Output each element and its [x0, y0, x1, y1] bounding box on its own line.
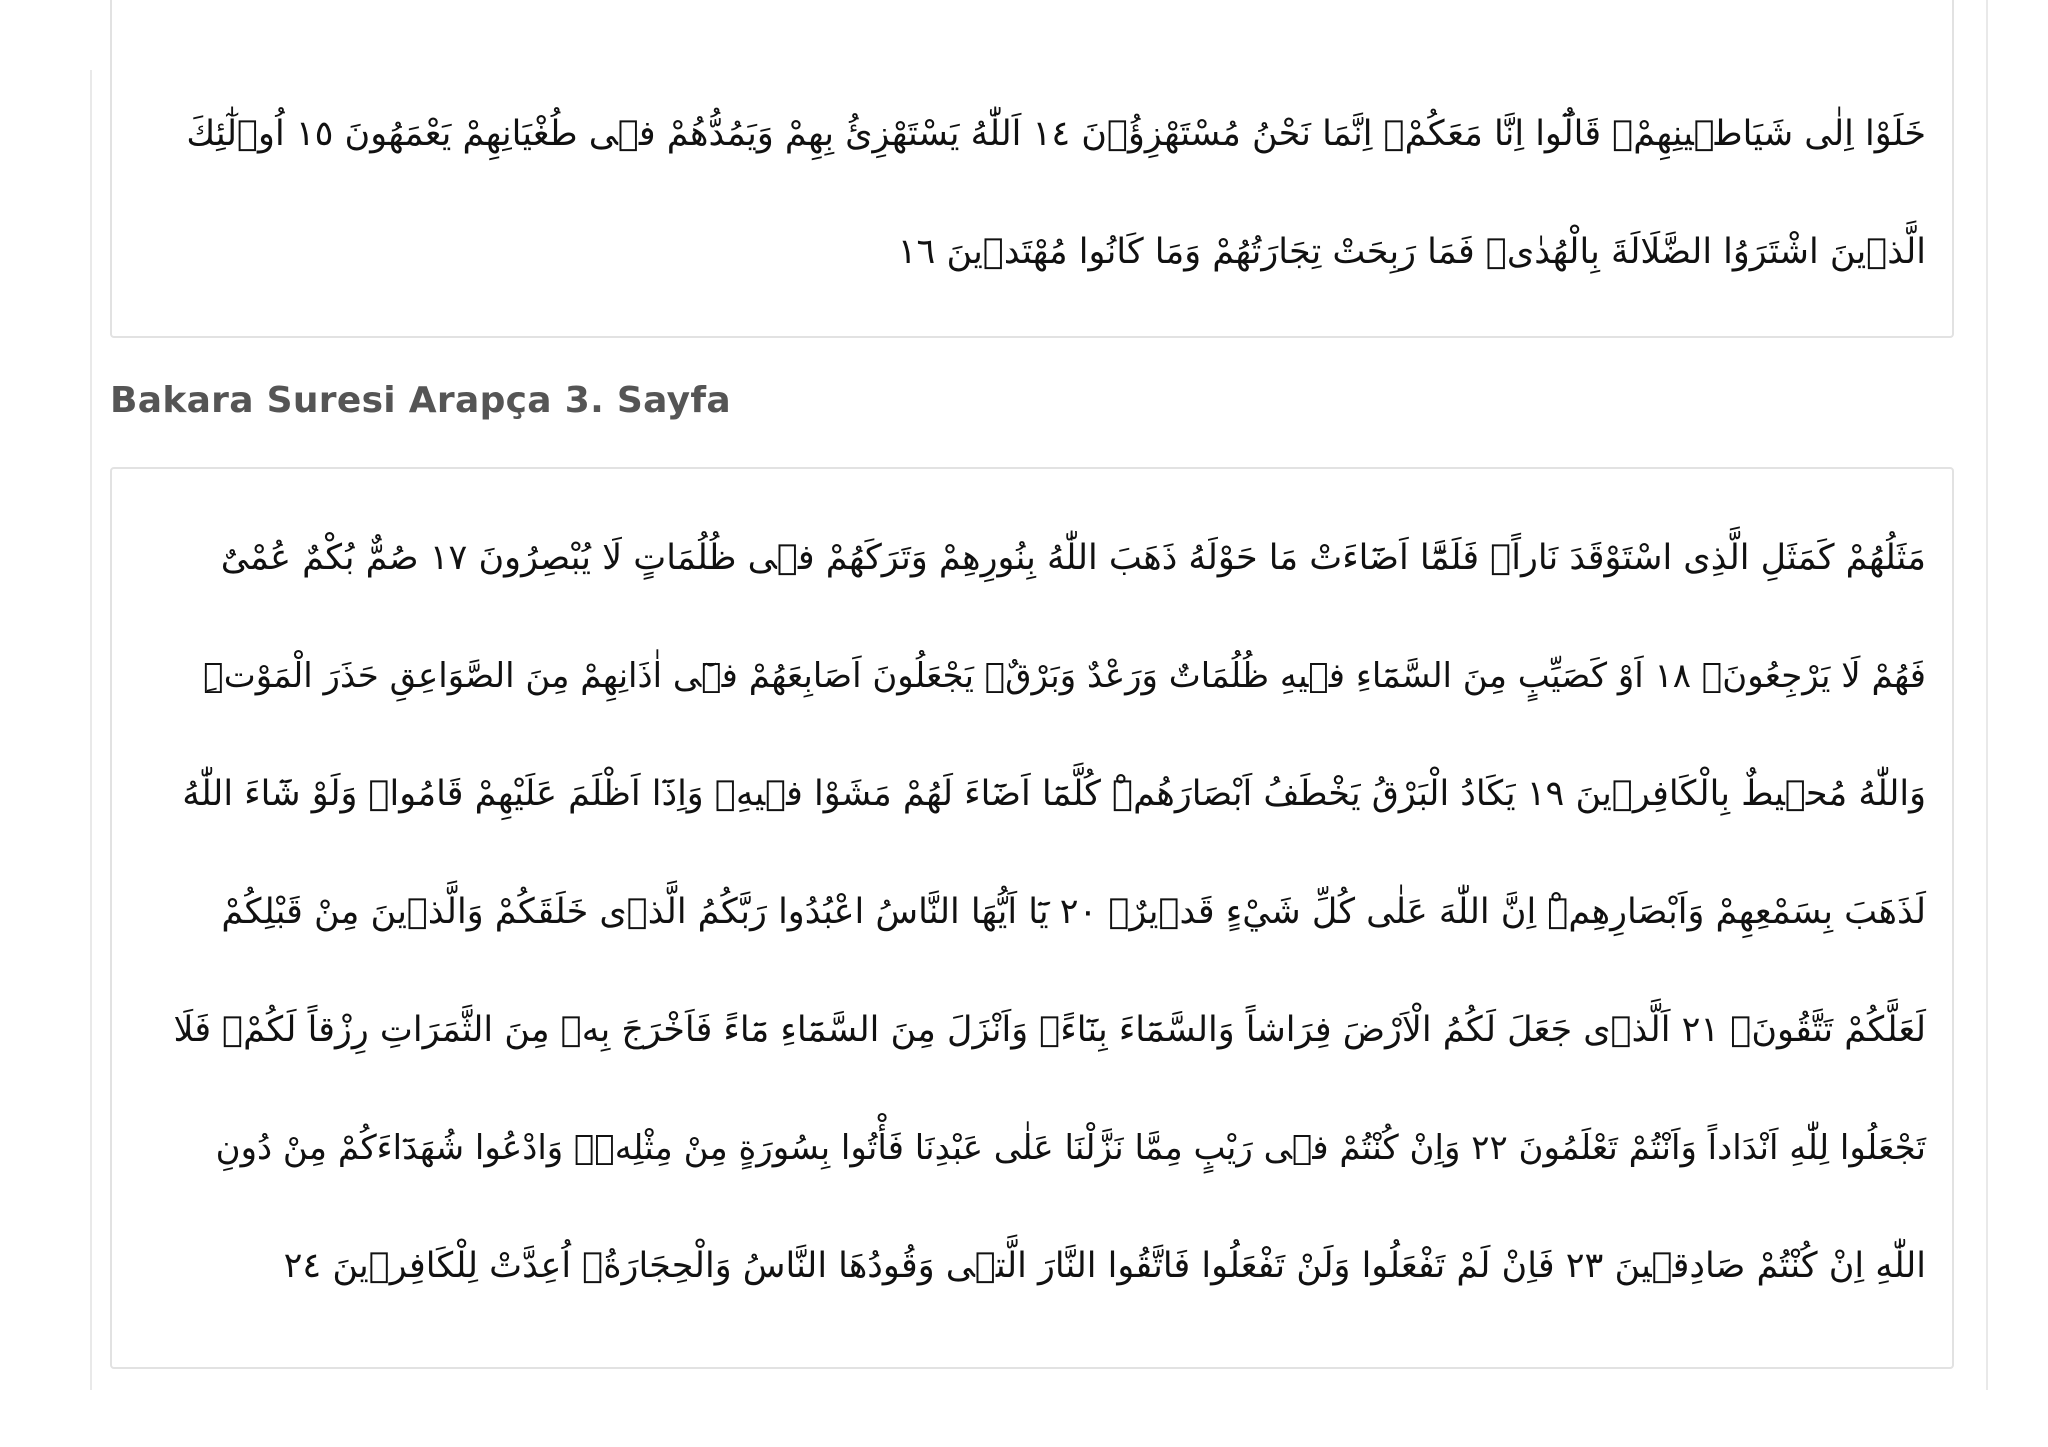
previous-page-line-2: الَّذٖينَ اشْتَرَوُا الضَّلَالَةَ بِالْهُدٰىۖ فَمَا رَبِحَتْ تِجَارَتُهُمْ وَمَا كَانُوا مُهْتَدٖينَ ١٦ [897, 232, 1926, 272]
content-left-border [90, 70, 92, 1390]
previous-page-line-1: خَلَوْا اِلٰى شَيَاطٖينِهِمْۙ قَالُٓوا اِنَّا مَعَكُمْۙ اِنَّمَا نَحْنُ مُسْتَهْزِؤُ۫نَ ١٤ اَللّٰهُ يَسْتَهْزِئُ بِهِمْ وَيَمُدُّهُمْ فٖى طُغْيَانِهِمْ يَعْمَهُونَ ١٥ اُو۬لٰٓئِكَ [186, 114, 1926, 154]
page-3-line-7: اللّٰهِ اِنْ كُنْتُمْ صَادِقٖينَ ٢٣ فَاِنْ لَمْ تَفْعَلُوا وَلَنْ تَفْعَلُوا فَاتَّقُوا النَّارَ الَّتٖى وَقُودُهَا النَّاسُ وَالْحِجَارَةُۚ اُعِدَّتْ لِلْكَافِرٖينَ ٢٤ [283, 1246, 1926, 1286]
content-right-border [1986, 0, 1988, 1390]
section-title: Bakara Suresi Arapça 3. Sayfa [110, 380, 731, 421]
page-3-line-1: مَثَلُهُمْ كَمَثَلِ الَّذِى اسْتَوْقَدَ نَاراًۚ فَلَمَّٓا اَضَٓاءَتْ مَا حَوْلَهُ ذَهَبَ اللّٰهُ بِنُورِهِمْ وَتَرَكَهُمْ فٖى ظُلُمَاتٍ لَا يُبْصِرُونَ ١٧ صُمٌّ بُكْمٌ عُمْىٌ [220, 538, 1926, 578]
page-3-line-6: تَجْعَلُوا لِلّٰهِ اَنْدَاداً وَاَنْتُمْ تَعْلَمُونَ ٢٢ وَاِنْ كُنْتُمْ فٖى رَيْبٍ مِمَّا نَزَّلْنَا عَلٰى عَبْدِنَا فَأْتُوا بِسُورَةٍ مِنْ مِثْلِهٖۖ وَادْعُوا شُهَدَٓاءَكُمْ مِنْ دُونِ [215, 1128, 1926, 1168]
page-3-line-4: لَذَهَبَ بِسَمْعِهِمْ وَاَبْصَارِهِمْۜ اِنَّ اللّٰهَ عَلٰى كُلِّ شَيْءٍ قَدٖيرٌ۟ ٢٠ يَٓا اَيُّهَا النَّاسُ اعْبُدُوا رَبَّكُمُ الَّذٖى خَلَقَكُمْ وَالَّذٖينَ مِنْ قَبْلِكُمْ [221, 892, 1926, 932]
page-3-line-5: لَعَلَّكُمْ تَتَّقُونَۙ ٢١ اَلَّذٖى جَعَلَ لَكُمُ الْاَرْضَ فِرَاشاً وَالسَّمَٓاءَ بِنَٓاءًۖ وَاَنْزَلَ مِنَ السَّمَٓاءِ مَٓاءً فَاَخْرَجَ بِهٖ مِنَ الثَّمَرَاتِ رِزْقاً لَكُمْۚ فَلَا [173, 1010, 1926, 1050]
previous-page-text-box [110, 0, 1954, 338]
page-3-line-2: فَهُمْ لَا يَرْجِعُونَۙ ١٨ اَوْ كَصَيِّبٍ مِنَ السَّمَٓاءِ فٖيهِ ظُلُمَاتٌ وَرَعْدٌ وَبَرْقٌۚ يَجْعَلُونَ اَصَابِعَهُمْ فٖٓى اٰذَانِهِمْ مِنَ الصَّوَاعِقِ حَذَرَ الْمَوْتِۜ [203, 656, 1926, 696]
page-3-line-3: وَاللّٰهُ مُحٖيطٌ بِالْكَافِرٖينَ ١٩ يَكَادُ الْبَرْقُ يَخْطَفُ اَبْصَارَهُمْۜ كُلَّمَٓا اَضَٓاءَ لَهُمْ مَشَوْا فٖيهِۙ وَاِذَٓا اَظْلَمَ عَلَيْهِمْ قَامُواۜ وَلَوْ شَٓاءَ اللّٰهُ [182, 774, 1926, 814]
